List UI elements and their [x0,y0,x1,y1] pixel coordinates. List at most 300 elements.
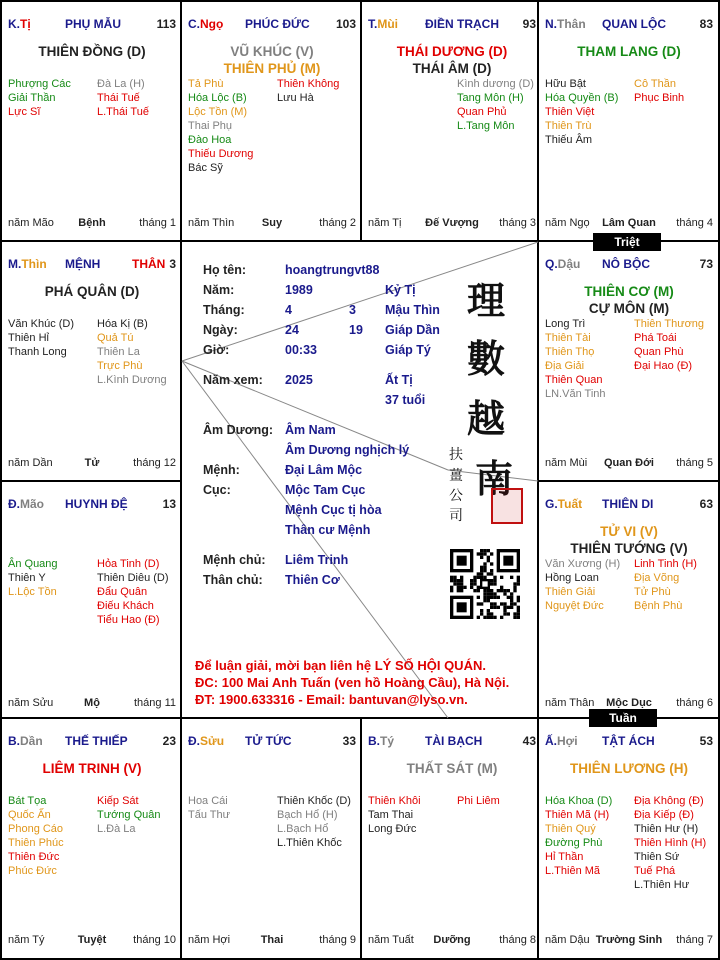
palace-header [545,734,713,750]
palace-year: năm Ngọ [545,217,590,229]
minor-stars-left [545,317,606,401]
palace-footer [545,457,713,470]
palace-number: 33 [342,734,356,748]
minor-star: L.Kình Dương [97,374,167,386]
minor-star: Quốc Ấn [8,809,51,821]
contact-line-1: Để luận giải, mời bạn liên hệ LÝ SỐ HỘI QUÁN. [195,658,486,673]
minor-star: Trực Phù [97,360,143,372]
palace-name: TỬ TỨC [245,734,292,748]
palace-name: ĐIỀN TRẠCH [425,17,499,31]
minor-stars-left [188,794,230,822]
minor-star: Thiên Y [8,572,46,584]
minor-star: Phúc Đức [8,865,57,877]
minor-star: Kình dương (D) [457,78,534,90]
minor-star: Bát Tọa [8,795,47,807]
main-stars [3,760,181,777]
palace-branch-name: Ngọ [200,17,224,31]
main-star: THÁI ÂM (D) [412,61,492,76]
minor-star: Thiếu Dương [188,148,254,160]
minor-star: Tam Thai [368,809,414,821]
palace-branch [368,17,398,31]
minor-stars-right [457,794,500,808]
calligraphy-char-2: 數 [467,336,506,381]
palace-stage: Trường Sinh [595,934,663,946]
main-stars [540,43,718,60]
palace-name: HUYNH ĐỆ [65,497,128,511]
palace-branch [8,734,43,748]
palace-branch [8,497,44,511]
minor-star: Quan Phủ [457,106,507,118]
palace-branch [188,734,224,748]
than-chu-value: Thiên Cơ [285,573,340,587]
main-star: VŨ KHÚC (V) [230,44,314,59]
main-stars [3,43,181,60]
palace-stem: N. [545,17,557,31]
palace-name: THẾ THIẾP [65,734,128,748]
palace-stage: Mộc Dục [606,697,652,709]
minor-star: Hữu Bật [545,78,586,90]
main-star: PHÁ QUÂN (D) [44,284,140,299]
palace-number: 23 [162,734,176,748]
minor-star: Long Đức [368,823,417,835]
minor-star: L.Thiên Mã [545,865,601,877]
palace-name: PHỤ MẪU [65,17,121,31]
palace-stage: Suy [261,217,283,229]
minor-star: Thiếu Âm [545,134,593,146]
palace-month: tháng 6 [676,697,713,709]
palace-footer [188,934,356,947]
minor-star: Tử Phù [634,586,671,598]
palace-branch [188,17,223,31]
main-stars [363,43,541,77]
cuc-value: Mộc Tam Cục [285,483,366,497]
palace-number: 53 [699,734,713,748]
main-star: THAM LANG (D) [577,44,681,59]
minor-star: Hồng Loan [545,572,599,584]
palace-cell [540,243,718,479]
minor-stars-right [457,77,534,133]
main-star: THẤT SÁT (M) [406,761,498,776]
palace-stage: Mộ [84,697,100,709]
minor-stars-left [545,557,620,613]
palace-header [188,17,356,33]
palace-number: 103 [335,17,356,31]
palace-branch-name: Tý [380,734,395,748]
minor-star: Ân Quang [8,558,58,570]
palace-stem: G. [545,497,558,511]
view-year-label: Năm xem: [203,373,263,387]
minor-star: Tang Môn (H) [457,92,524,104]
year-label: Năm: [203,283,235,297]
palace-footer [545,217,713,230]
than-marker: THÂN [132,257,166,271]
minor-star: Phục Binh [634,92,685,104]
main-star: TỬ VI (V) [600,524,658,539]
month-lunar: 3 [349,303,356,317]
minor-star: Bạch Hổ (H) [277,809,338,821]
palace-header [545,497,713,513]
contact-address: ĐC: 100 Mai Anh Tuấn (ven hồ Hoàng Cầu), Hà Nội. [195,675,510,690]
palace-year: năm Hợi [188,934,231,946]
palace-name: PHÚC ĐỨC [245,17,310,31]
palace-footer [368,934,536,947]
minor-star: Thiên Hỉ [8,332,49,344]
minor-star: Thiên Khốc (D) [277,795,351,807]
palace-branch-name: Thân [557,17,586,31]
palace-month: tháng 4 [676,217,713,229]
minor-stars-left [545,794,612,878]
palace-stage: Quan Đới [604,457,654,469]
main-stars [363,760,541,777]
minor-star: Điếu Khách [97,600,154,612]
minor-star: Thiên Phúc [8,837,64,849]
palace-month: tháng 7 [676,934,713,946]
palace-stem: T. [368,17,378,31]
minor-star: Tướng Quân [97,809,161,821]
minor-star: L.Bạch Hổ [277,823,329,835]
palace-branch [8,257,47,271]
minor-star: Thiên Trù [545,120,592,132]
minor-stars-right [277,794,351,850]
palace-header [8,734,176,750]
minor-star: Hóa Lộc (B) [188,92,247,104]
palace-month: tháng 3 [499,217,536,229]
amduong-label: Âm Dương: [203,423,274,437]
minor-star: Phong Cáo [8,823,64,835]
name-value: hoangtrungvt88 [285,263,380,277]
month-solar: 4 [285,303,292,317]
minor-star: Hoa Cái [188,795,228,807]
name-label: Họ tên: [203,263,247,277]
calligraphy-small-4: 司 [449,508,463,524]
minor-star: Địa Kiếp (Đ) [634,809,694,821]
minor-star: Địa Không (Đ) [634,795,704,807]
minor-stars-left [188,77,253,175]
palace-stage: Tuyệt [77,934,107,946]
minor-star: Văn Xương (H) [545,558,621,570]
minor-star: Thai Phụ [188,120,233,132]
palace-cell [3,720,181,956]
minor-stars-right [634,77,684,105]
minor-star: Địa Giải [545,360,585,372]
palace-number: 73 [699,257,713,271]
day-lunar: 19 [349,323,363,337]
hour-can: Giáp Tý [385,343,431,357]
palace-name: QUAN LỘC [602,17,666,31]
minor-star: Giải Thần [8,92,56,104]
palace-branch-name: Dần [20,734,43,748]
palace-footer [188,217,356,230]
age-value: 37 tuổi [385,393,426,407]
palace-name: MỆNH [65,257,101,271]
minor-star: L.Thiên Hư [634,879,690,891]
day-solar: 24 [285,323,299,337]
minor-stars-left [8,557,58,599]
minor-star: Quả Tú [97,332,134,344]
than-chu-label: Thân chủ: [203,573,263,587]
main-stars [3,283,181,300]
main-star: THÁI DƯƠNG (D) [396,44,508,59]
palace-header [8,17,176,33]
minor-star: Hóa Quyền (B) [545,92,619,104]
minor-stars-right [97,794,161,836]
palace-branch [545,734,578,748]
palace-header [8,497,176,513]
palace-month: tháng 9 [319,934,356,946]
minor-star: Thiên Tài [545,332,591,344]
day-label: Ngày: [203,323,238,337]
minor-star: Thiên Thọ [545,346,595,358]
palace-stem: Đ. [188,734,200,748]
view-year-value: 2025 [285,373,313,387]
minor-star: Thiên Hư (H) [634,823,699,835]
palace-footer [8,934,176,947]
palace-cell [3,3,181,239]
palace-number: 13 [162,497,176,511]
main-stars [540,523,718,557]
palace-stage: Tử [84,457,100,469]
palace-footer [8,217,176,230]
palace-month: tháng 5 [676,457,713,469]
minor-star: Lưu Hà [277,92,314,104]
palace-stem: B. [8,734,20,748]
palace-branch-name: Mão [20,497,44,511]
minor-stars-right [634,794,706,892]
palace-stage: Lâm Quan [602,217,656,229]
palace-month: tháng 11 [133,697,176,709]
minor-stars-right [277,77,339,105]
minor-stars-right [634,557,697,613]
menh-chu-label: Mệnh chủ: [203,553,266,567]
minor-star: Hỏa Tinh (D) [97,558,160,570]
minor-star: Thiên Đức [8,851,60,863]
minor-star: Đại Hao (Đ) [634,360,693,372]
minor-star: Phượng Các [8,78,71,90]
qr-code-icon [450,549,520,619]
palace-footer [8,697,176,710]
contact-phone-email: ĐT: 1900.633316 - Email: bantuvan@lyso.vn. [195,692,468,707]
palace-cell [183,720,361,956]
minor-star: Phi Liêm [457,795,500,807]
palace-cell [363,720,541,956]
menh-chu-value: Liêm Trinh [285,553,349,567]
minor-stars-left [8,77,71,119]
minor-star: Long Trì [545,318,586,330]
triet-tag: Triệt [593,233,661,251]
palace-branch [368,734,394,748]
minor-star: Đẩu Quân [97,586,148,598]
palace-year: năm Dần [8,457,53,469]
minor-star: L.Thiên Khốc [277,837,342,849]
palace-year: năm Thìn [188,217,235,229]
palace-stem: Q. [545,257,558,271]
minor-star: Thiên Thương [634,318,705,330]
calligraphy-char-3: 越 [467,396,506,441]
minor-star: Thiên Quan [545,374,603,386]
palace-year: năm Thân [545,697,595,709]
minor-star: Hóa Kị (B) [97,318,148,330]
minor-star: Thiên Không [277,78,340,90]
palace-month: tháng 12 [133,457,176,469]
palace-header [8,257,176,273]
palace-branch-name: Mùi [377,17,399,31]
palace-header [545,17,713,33]
palace-branch [8,17,31,31]
red-seal-stamp [491,488,523,524]
minor-stars-left [368,794,421,836]
palace-header [368,734,536,750]
month-can: Mậu Thìn [385,303,440,317]
view-year-can: Ất Tị [385,373,413,387]
minor-star: Thiên La [97,346,140,358]
minor-stars-left [545,77,618,147]
day-can: Giáp Dần [385,323,440,337]
palace-stem: C. [188,17,200,31]
palace-branch [545,257,580,271]
palace-stage: Thai [260,934,284,946]
palace-name: TÀI BẠCH [425,734,483,748]
palace-branch-name: Sửu [200,734,225,748]
palace-year: năm Tý [8,934,45,946]
palace-stage: Đế Vượng [425,217,479,229]
minor-star: Thiên Việt [545,106,595,118]
palace-number: 83 [699,17,713,31]
main-star: THIÊN LƯƠNG (H) [570,761,688,776]
hour-value: 00:33 [285,343,317,357]
palace-cell [540,483,718,719]
palace-stem: K. [8,17,20,31]
palace-year: năm Sửu [8,697,54,709]
minor-star: Hóa Khoa (D) [545,795,613,807]
minor-star: L.Tang Môn [457,120,515,132]
minor-star: Thiên Khôi [368,795,421,807]
minor-stars-right [97,557,169,627]
minor-star: Thái Tuế [97,92,140,104]
month-label: Tháng: [203,303,245,317]
minor-star: L.Thái Tuế [97,106,149,118]
minor-star: Thanh Long [8,346,67,358]
palace-year: năm Mùi [545,457,588,469]
minor-stars-right [97,317,167,387]
palace-branch [545,497,582,511]
main-star: CỰ MÔN (M) [588,301,670,316]
main-star: THIÊN TƯỚNG (V) [570,541,688,556]
calligraphy-char-1: 理 [467,278,506,323]
minor-star: Tiểu Hao (Đ) [97,614,160,626]
minor-star: Thiên Diêu (D) [97,572,169,584]
palace-cell [3,243,181,479]
palace-stem: Ấ. [545,734,557,748]
minor-star: Địa Võng [634,572,680,584]
palace-header [368,17,536,33]
minor-star: Đà La (H) [97,78,145,90]
palace-cell [183,3,361,239]
minor-star: Bác Sỹ [188,162,223,174]
main-stars [540,760,718,777]
main-star: THIÊN PHỦ (M) [223,61,321,76]
palace-name: THIÊN DI [602,497,654,511]
than-position: Thân cư Mệnh [285,523,371,537]
minor-stars-right [634,317,704,373]
minor-star: Quan Phù [634,346,684,358]
minor-star: Thiên Quý [545,823,596,835]
palace-number: 63 [699,497,713,511]
menh-value: Đại Lâm Mộc [285,463,363,477]
minor-star: Thiên Sứ [634,851,680,863]
main-star: LIÊM TRINH (V) [42,761,142,776]
palace-cell [540,3,718,239]
minor-star: Bệnh Phù [634,600,683,612]
palace-branch-name: Tuất [557,497,583,511]
palace-month: tháng 8 [499,934,536,946]
cuc-label: Cục: [203,483,231,497]
minor-star: Cô Thần [634,78,676,90]
minor-star: LN.Văn Tinh [545,388,606,400]
minor-star: Tả Phù [188,78,224,90]
minor-star: Lực Sĩ [8,106,41,118]
main-stars [540,283,718,317]
palace-month: tháng 10 [133,934,176,946]
palace-branch-name: Dậu [557,257,581,271]
minor-star: Lộc Tồn (M) [188,106,248,118]
minor-star: Phá Toái [634,332,677,344]
cuc-relation: Mệnh Cục tị hòa [285,503,382,517]
amduong-relation: Âm Dương nghịch lý [285,443,410,457]
minor-star: Thiên Mã (H) [545,809,610,821]
palace-number: 113 [156,17,176,31]
palace-footer [545,934,713,947]
palace-number: 43 [522,734,536,748]
year-can: Kỷ Tị [385,283,416,297]
tuan-tag: Tuần [589,709,657,727]
minor-star: Kiếp Sát [97,795,139,807]
palace-header [188,734,356,750]
palace-cell [363,3,541,239]
palace-month: tháng 2 [319,217,356,229]
palace-branch-name: Tị [20,17,31,31]
minor-star: Đào Hoa [188,134,232,146]
palace-stage: Dưỡng [433,934,471,946]
palace-header [545,257,713,273]
palace-stem: B. [368,734,380,748]
minor-stars-left [8,794,64,878]
palace-name: NÔ BỘC [602,257,650,271]
palace-stage: Bệnh [78,217,106,229]
menh-label: Mệnh: [203,463,240,477]
calligraphy-small-2: 薑 [449,468,463,484]
year-value: 1989 [285,283,313,297]
minor-star: Thiên Giải [545,586,596,598]
palace-branch-name: Hợi [557,734,578,748]
minor-star: L.Lộc Tồn [8,586,57,598]
minor-star: L.Đà La [97,823,136,835]
palace-year: năm Tị [368,217,402,229]
main-stars [183,43,361,77]
calligraphy-seal [445,270,535,530]
calligraphy-small-3: 公 [449,488,463,504]
calligraphy-small-1: 扶 [449,447,463,463]
minor-star: Thiên Hình (H) [634,837,707,849]
palace-cell [3,483,181,719]
palace-branch-name: Thìn [21,257,47,271]
palace-footer [368,217,536,230]
main-star: THIÊN ĐỒNG (D) [38,44,146,59]
hour-label: Giờ: [203,343,230,357]
palace-year: năm Mão [8,217,54,229]
palace-year: năm Tuất [368,934,414,946]
minor-star: Văn Khúc (D) [8,318,75,330]
minor-star: Nguyệt Đức [545,600,604,612]
